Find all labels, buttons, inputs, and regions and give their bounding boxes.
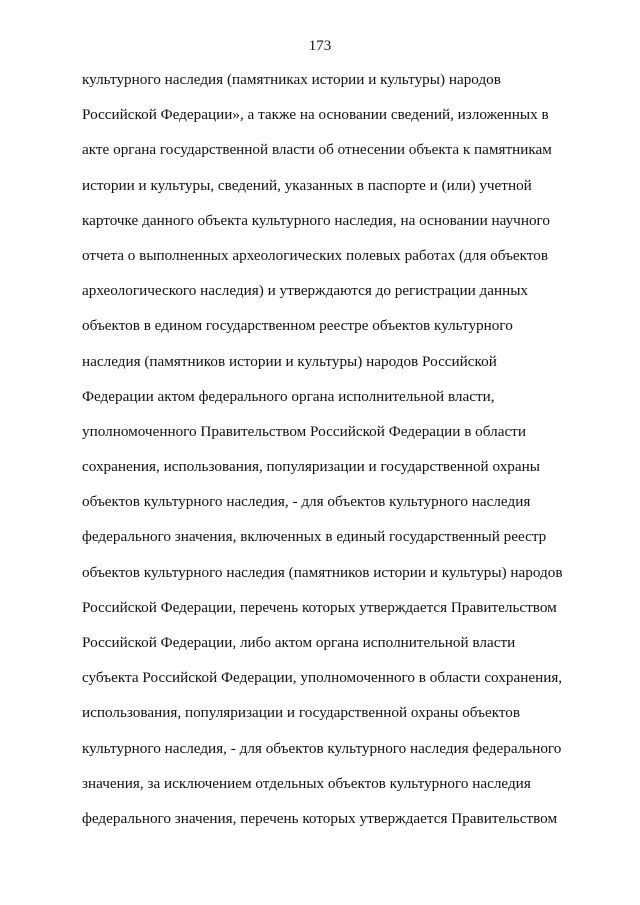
text-line: федерального значения, перечень которых утверждается Правительством [82, 809, 558, 827]
text-line: Российской Федерации, перечень которых утверждается Правительством [82, 598, 557, 616]
text-line: Российской Федерации», а также на основании сведений, изложенных в [82, 106, 549, 124]
text-line: наследия (памятников истории и культуры) народов Российской [82, 352, 497, 370]
text-line: значения, за исключением отдельных объектов культурного наследия [82, 774, 531, 792]
text-line: истории и культуры, сведений, указанных в паспорте и (или) учетной [82, 176, 532, 194]
text-line: Российской Федерации, либо актом органа исполнительной власти [82, 634, 516, 651]
text-line: объектов культурного наследия (памятников истории и культуры) народов [82, 563, 563, 581]
text-line: использования, популяризации и государственной охраны объектов [82, 704, 521, 722]
text-line: объектов культурного наследия, - для объектов культурного наследия [82, 493, 531, 511]
text-line: культурного наследия (памятниках истории и культуры) народов [82, 71, 501, 88]
text-line: Федерации актом федерального органа исполнительной власти, [82, 387, 495, 405]
page-number: 173 [308, 38, 332, 54]
text-line: субъекта Российской Федерации, уполномоченного в области сохранения, [82, 669, 563, 687]
text-line: сохранения, использования, популяризации и государственной охраны [82, 458, 540, 476]
body-text [82, 62, 564, 836]
text-line: объектов в едином государственном реестре объектов культурного [82, 317, 513, 335]
text-line: культурного наследия, - для объектов культурного наследия федерального [82, 739, 562, 757]
text-line: уполномоченного Правительством Российской Федерации в области [82, 422, 526, 440]
text-line: федерального значения, включенных в единый государственный реестр [82, 528, 547, 546]
text-line: акте органа государственной власти об отнесении объекта к памятникам [82, 141, 552, 159]
text-line: археологического наследия) и утверждаются до регистрации данных [82, 282, 529, 300]
text-line: отчета о выполненных археологических полевых работах (для объектов [82, 246, 549, 264]
text-line: карточке данного объекта культурного наследия, на основании научного [82, 211, 550, 229]
